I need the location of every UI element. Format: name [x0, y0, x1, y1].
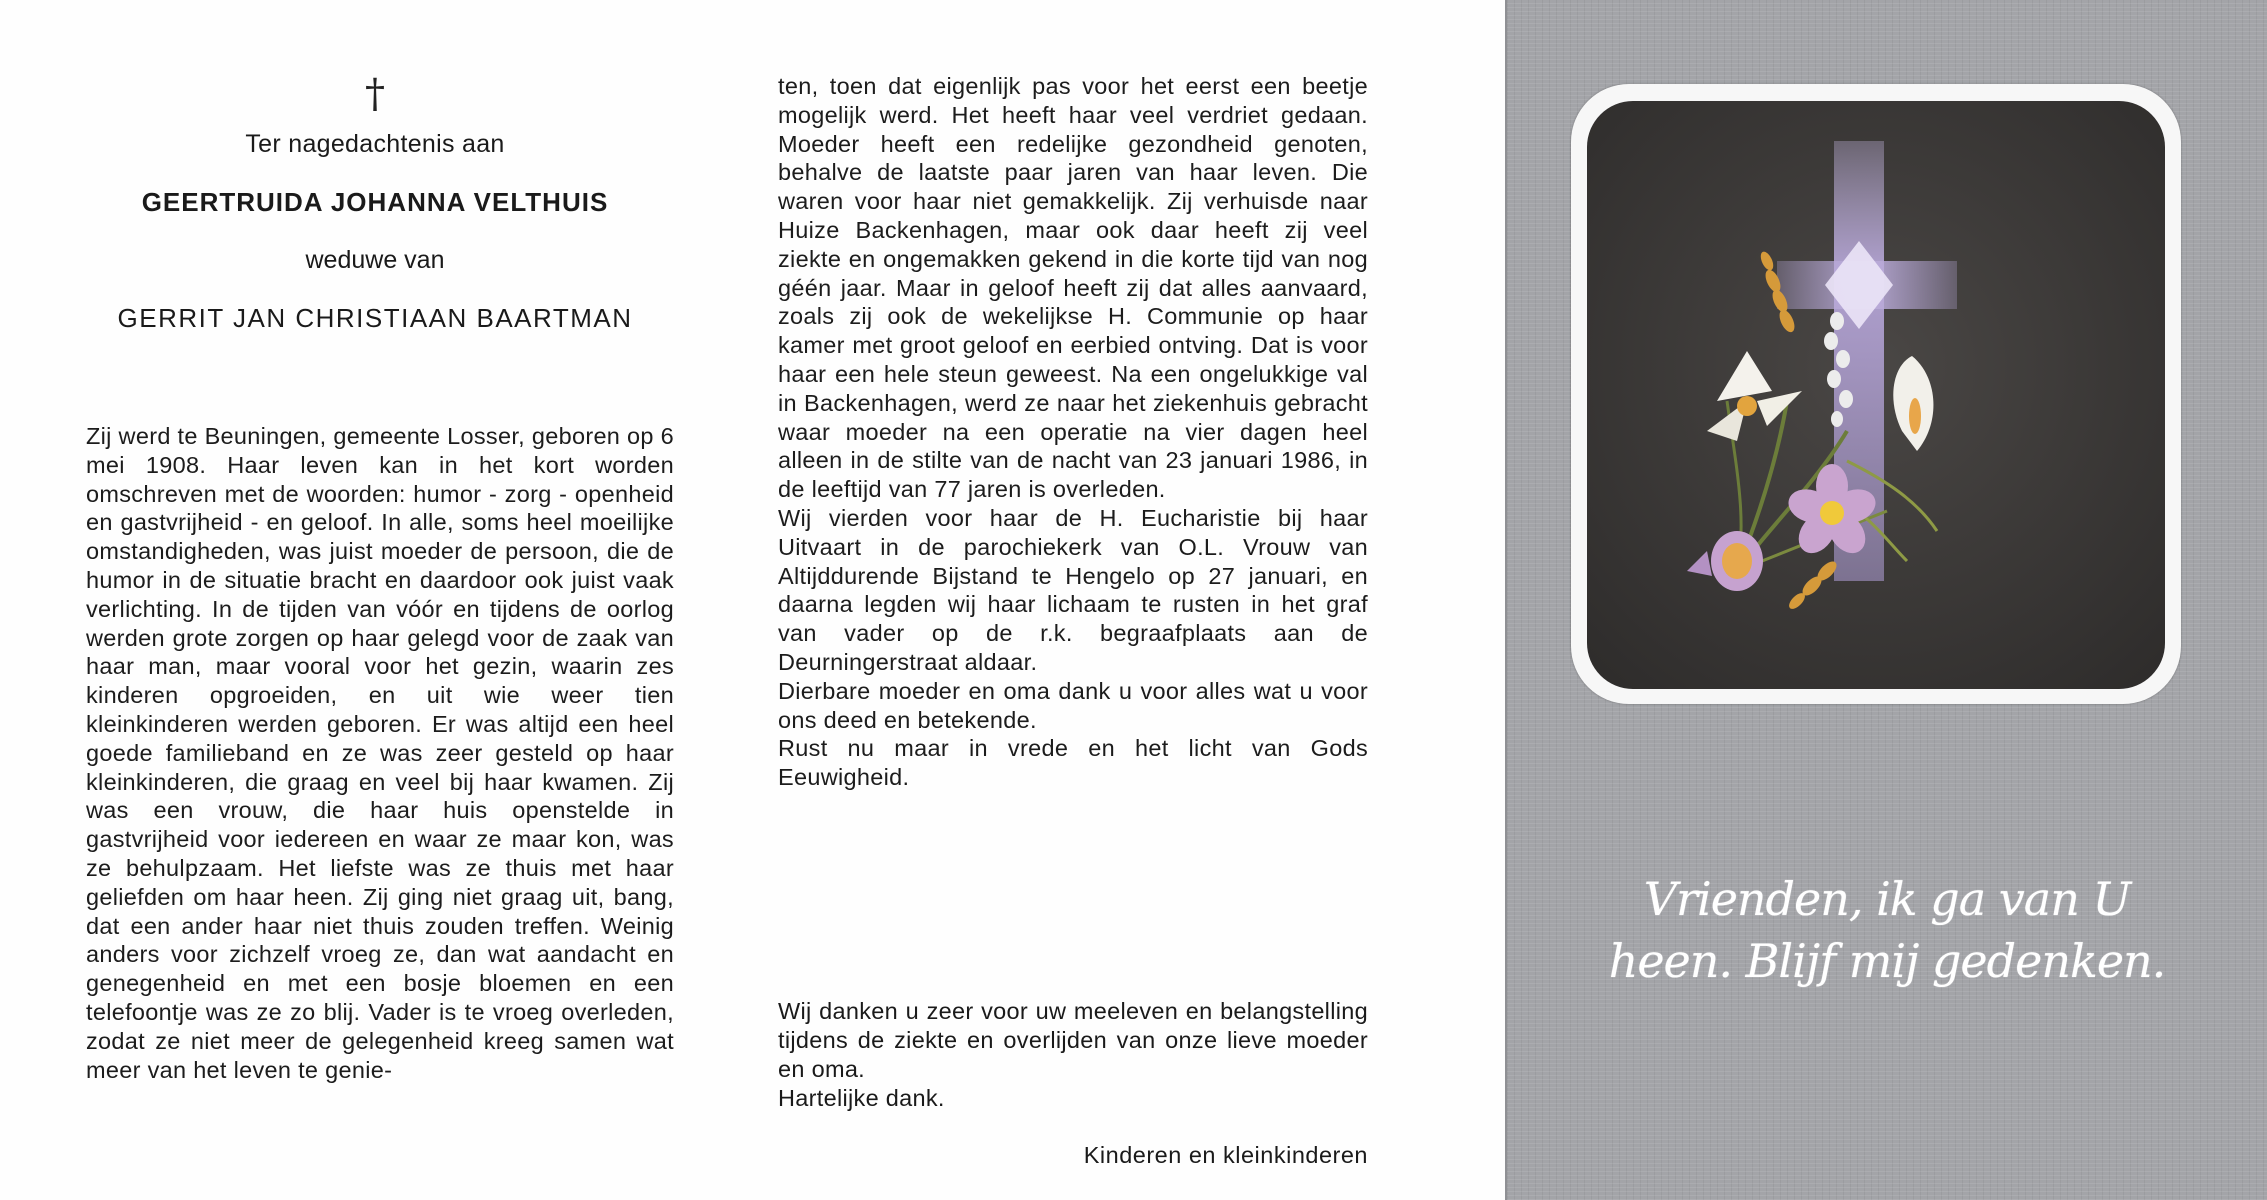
- cross-icon: †: [365, 71, 385, 117]
- husband-name: GERRIT JAN CHRISTIAAN BAARTMAN: [117, 303, 633, 333]
- card-header: [60, 70, 690, 334]
- farewell-paragraph: Dierbare moeder en oma dank u voor alles wat u voor ons deed en betekende.: [778, 677, 1368, 733]
- thanks-closing: Hartelijke dank.: [778, 1085, 945, 1111]
- cover-quote-line-1: Vrienden, ik ga van U: [1643, 872, 2131, 926]
- biography-right-column: [778, 72, 1368, 792]
- cover-quote-line-2: heen. Blijf mij gedenken.: [1608, 934, 2166, 988]
- thanks-block: [778, 997, 1368, 1113]
- thanks-text: Wij danken u zeer voor uw meeleven en belangstelling tijdens de ziekte en overlijden van onze lieve moeder en oma.: [778, 998, 1368, 1082]
- intro-line: Ter nagedachtenis aan: [245, 130, 505, 158]
- signature: Kinderen en kleinkinderen: [1083, 1142, 1368, 1168]
- funeral-paragraph: Wij vierden voor haar de H. Eucharistie bij haar Uitvaart in de parochiekerk van O.L. Vrouw van Altijddurende Bijstand te Hengelo op 27 januari, en daarna legden wij haar lichaam te rusten in het graf van vader op de r.k. begraafplaats aan de Deurningerstraat aldaar.: [778, 504, 1368, 675]
- memorial-card-cover: [1505, 0, 2267, 1200]
- blessing-paragraph: Rust nu maar in vrede en het licht van Gods Eeuwigheid.: [778, 735, 1368, 791]
- relation-line: weduwe van: [305, 246, 445, 274]
- biography-left-column: [86, 422, 674, 1084]
- cover-quote: [1547, 868, 2227, 992]
- deceased-name: GEERTRUIDA JOHANNA VELTHUIS: [141, 187, 609, 217]
- biography-paragraph-continued: ten, toen dat eigenlijk pas voor het eerst een beetje mogelijk werd. Het heeft haar veel verdriet gedaan. Moeder heeft een redelijke gezondheid genoten, behalve de laatste paar jaren van haar leven. Die waren voor haar niet gemakkelijk. Zij verhuisde naar Huize Backenhagen, maar ook daar heeft zij veel ziekte en ongemakken gekend in die korte tijd van nog géén jaar. Maar in geloof heeft zij dat alles aanvaard, zoals zij ook de wekelijkse H. Communie op haar kamer met groot geloof en eerbied ontving. Dat is voor haar een hele steun geweest. Na een ongelukkige val in Backenhagen, werd ze naar het ziekenhuis gebracht waar moeder na een operatie na vier dagen heel alleen in de stilte van de nacht van 23 januari 1986, in de leeftijd van 77 jaren is overleden.: [778, 73, 1368, 503]
- cross-and-flowers-painting: [1587, 101, 2165, 689]
- biography-paragraph: Zij werd te Beuningen, gemeente Losser, geboren op 6 mei 1908. Haar leven kan in het kort worden omschreven met de woorden: humor - zorg - openheid en gastvrijheid - en geloof. In alle, soms heel moeilijke omstandigheden, was juist moeder de persoon, die de humor in de situatie bracht en daardoor ook juist vaak verlichting. In de tijden van vóór en tijdens de oorlog werden grote zorgen op haar gelegd voor de zaak van haar man, maar vooral voor het gezin, waarin zes kinderen opgroeiden, en uit wie weer tien kleinkinderen werden geboren. Er was altijd een heel goede familieband en ze was zeer gesteld op haar kleinkinderen, die graag en veel bij haar kwamen. Zij was een vrouw, die haar huis openstelde in gastvrijheid voor iedereen en waar ze maar kon, was ze behulpzaam. Het liefste was ze thuis met haar geliefden om haar heen. Zij ging niet graag uit, bang, dat een ander haar niet thuis zouden treffen. Weinig anders voor zichzelf vroeg ze, dan wat aandacht en genegenheid en met een bosje bloemen en een telefoontje was ze zo blij. Vader is te vroeg overleden, zodat ze niet meer de gelegenheid kreeg samen wat meer van het leven te genie-: [86, 423, 674, 1083]
